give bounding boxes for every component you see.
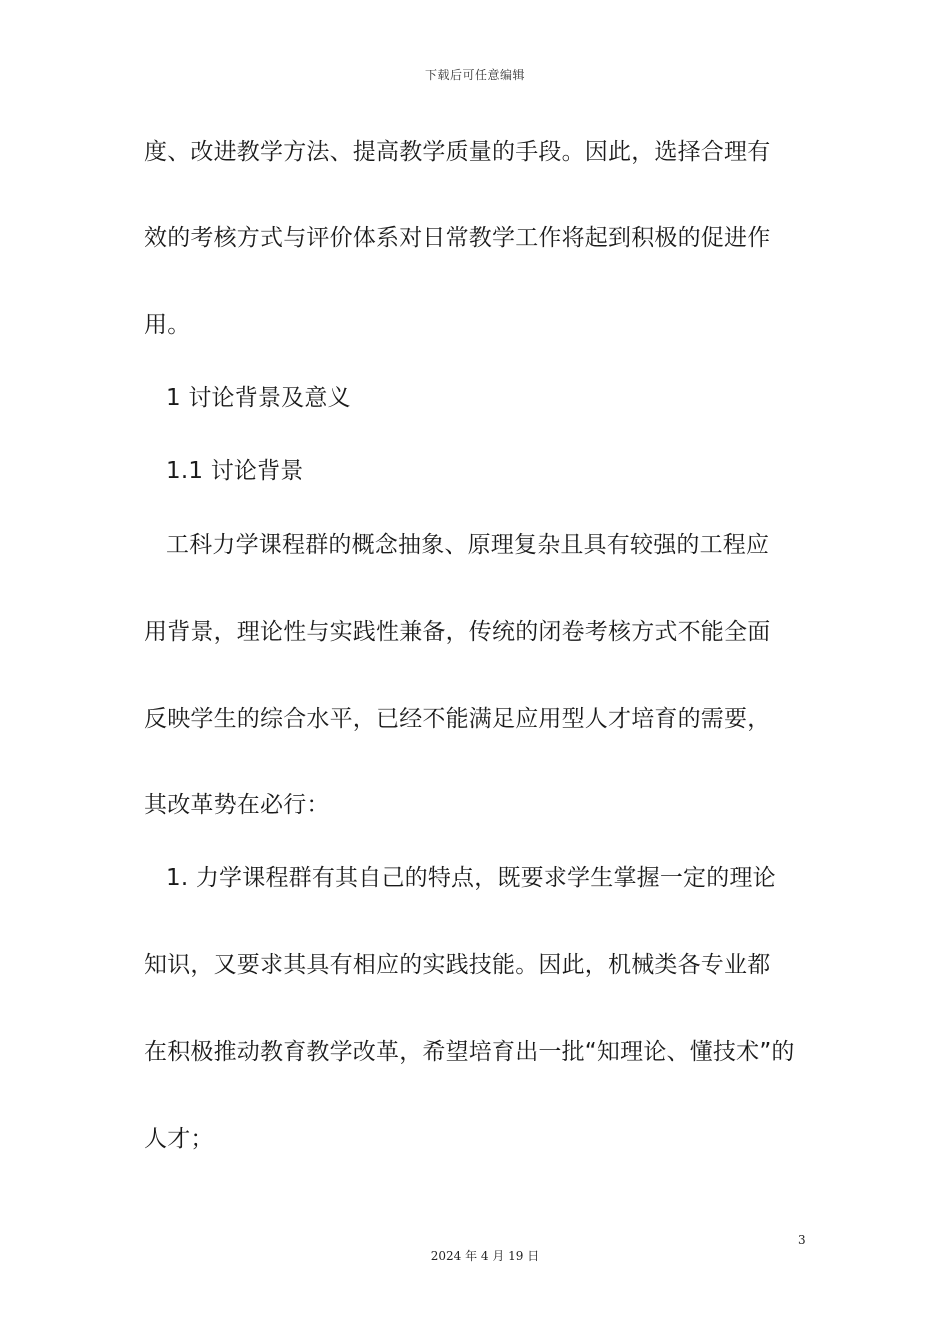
page-header: 下载后可任意编辑 (424, 68, 525, 82)
list-item-1: 1. 力学课程群有其自己的特点，既要求学生掌握一定的理论 (166, 865, 776, 891)
footer-date: 2024 年 4 月 19 日 (430, 1249, 540, 1263)
body-line-3: 用。 (144, 312, 191, 338)
body-line-5: 用背景，理论性与实践性兼备，传统的闭卷考核方式不能全面 (144, 619, 771, 645)
page-number: 3 (798, 1233, 806, 1247)
body-line-1: 度、改进教学方法、提高教学质量的手段。因此，选择合理有 (144, 139, 771, 165)
body-line-2: 效的考核方式与评价体系对日常教学工作将起到积极的促进作 (144, 225, 771, 251)
body-line-8: 知识，又要求其具有相应的实践技能。因此，机械类各专业都 (144, 952, 771, 978)
body-line-10: 人才； (144, 1126, 214, 1152)
body-line-9: 在积极推动教育教学改革，希望培育出一批“知理论、懂技术”的 (144, 1039, 795, 1065)
subsection-heading: 1.1 讨论背景 (166, 458, 304, 484)
body-line-7: 其改革势在必行： (144, 792, 330, 818)
body-line-6: 反映学生的综合水平，已经不能满足应用型人才培育的需要， (144, 706, 771, 732)
section-heading: 1 讨论背景及意义 (166, 385, 351, 411)
body-line-4: 工科力学课程群的概念抽象、原理复杂且具有较强的工程应 (166, 532, 770, 558)
